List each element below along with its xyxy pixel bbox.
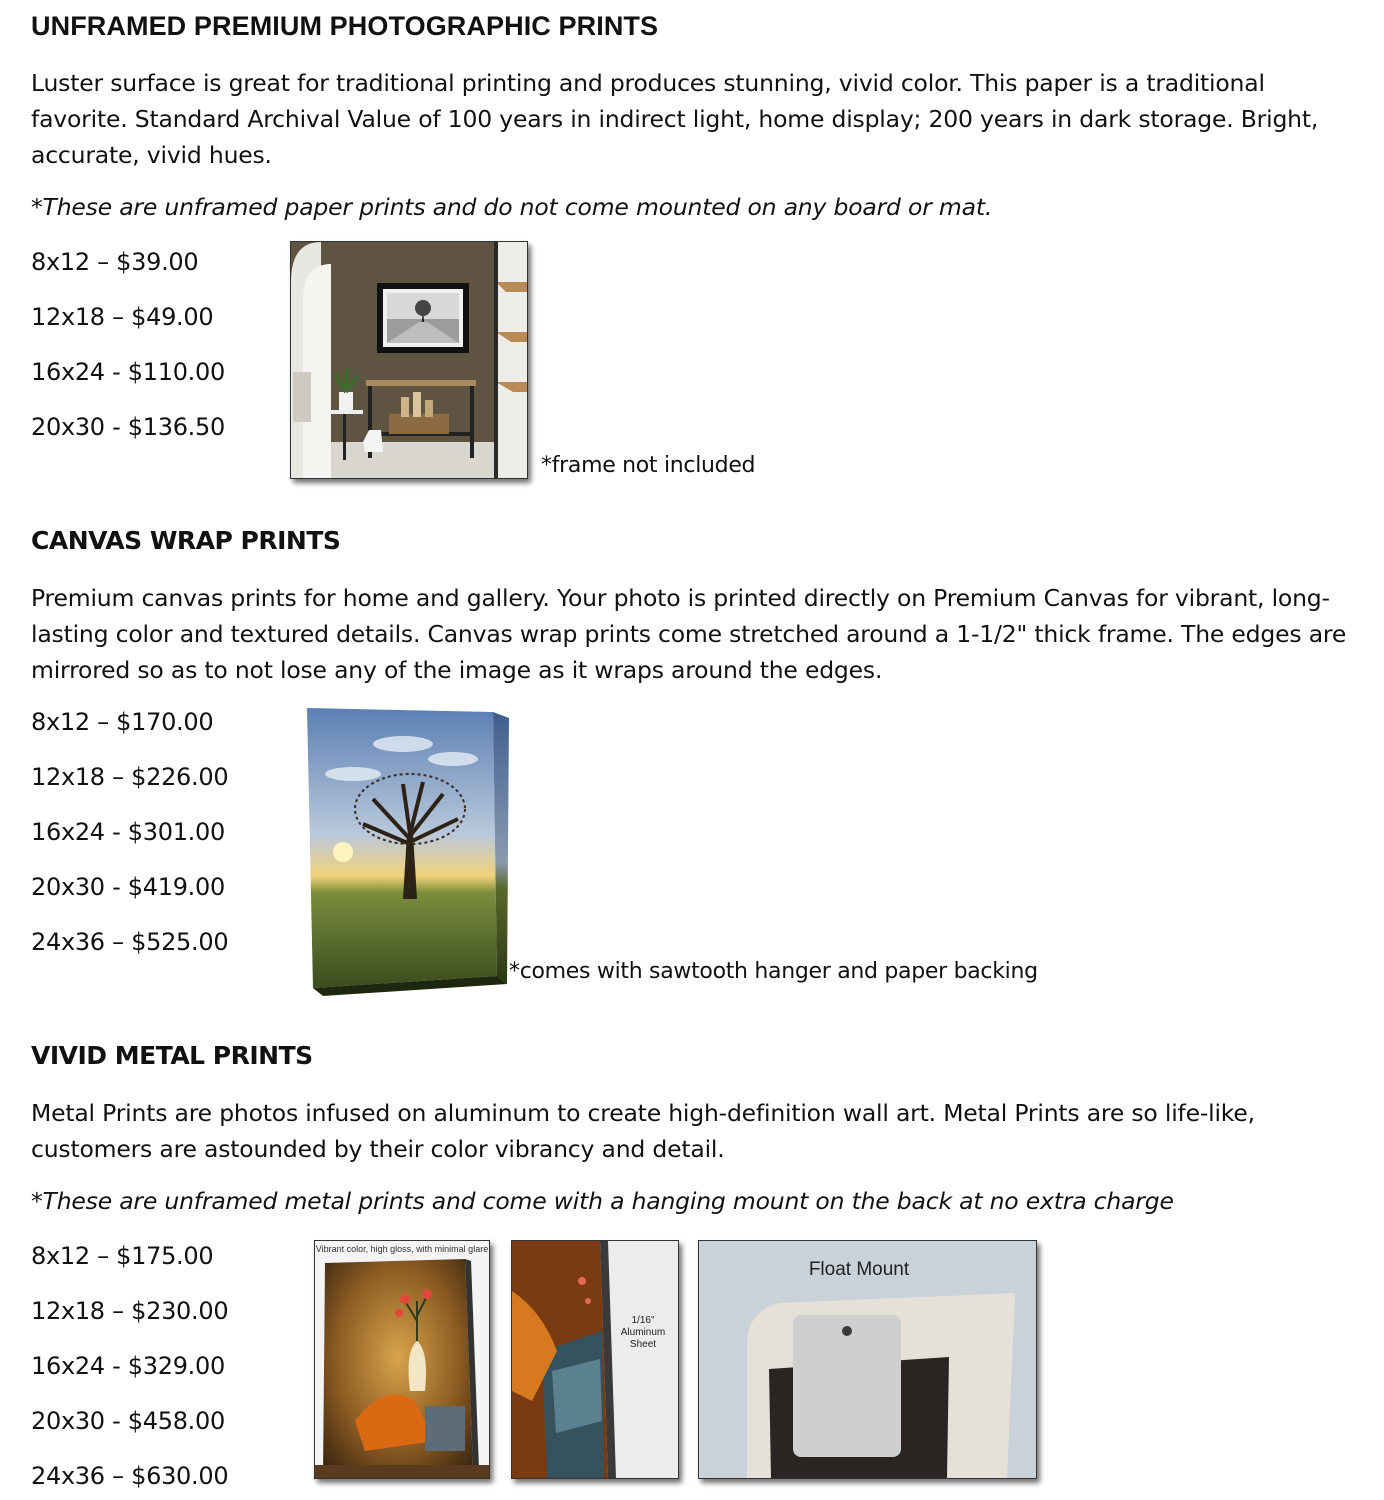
price-item: 16x24 - $329.00: [31, 1352, 225, 1380]
section-description-unframed: Luster surface is great for traditional printing and produces stunning, vivid color. This paper is a traditional favorite. Standard Archival Value of 100 years in indirect light, home display; 200 years in dark storage. Bright, accurate, vivid hues.: [31, 69, 1319, 169]
section-note-unframed: *These are unframed paper prints and do not come mounted on any board or mat.: [31, 193, 993, 221]
section-title-metal: VIVID METAL PRINTS: [31, 1041, 313, 1070]
price-item: 24x36 – $630.00: [31, 1462, 229, 1490]
price-item: 20x30 - $136.50: [31, 413, 225, 441]
section-note-metal: *These are unframed metal prints and come with a hanging mount on the back at no extra charge: [31, 1187, 1174, 1215]
unframed-print-room-photo: [290, 241, 528, 479]
caption-frame-not-included: *frame not included: [541, 453, 756, 478]
price-item: 8x12 – $175.00: [31, 1242, 214, 1270]
price-item: 20x30 - $419.00: [31, 873, 225, 901]
section-description-metal: Metal Prints are photos infused on aluminum to create high-definition wall art. Metal Prints are so life-like, customers are astounded by their color vibrancy and detail.: [31, 1099, 1255, 1163]
canvas-wrap-photo: [303, 704, 513, 996]
caption-sawtooth-hanger: *comes with sawtooth hanger and paper backing: [509, 959, 1038, 984]
aluminum-sheet-label: 1/16" Aluminum Sheet: [620, 1315, 666, 1350]
price-item: 16x24 - $301.00: [31, 818, 225, 846]
section-description-canvas: Premium canvas prints for home and gallery. Your photo is printed directly on Premium Canvas for vibrant, long-lasting color and textured details. Canvas wrap prints come stretched around a 1-1/2" thick frame. The edges are mirrored so as to not lose any of the image as it wraps around the edges.: [31, 584, 1347, 684]
float-mount-photo: [698, 1240, 1037, 1479]
price-item: 12x18 – $230.00: [31, 1297, 229, 1325]
section-title-canvas: CANVAS WRAP PRINTS: [31, 526, 341, 555]
price-item: 12x18 – $49.00: [31, 303, 214, 331]
price-item: 24x36 – $525.00: [31, 928, 229, 956]
aluminum-sheet-photo: [511, 1240, 679, 1479]
price-item: 16x24 - $110.00: [31, 358, 225, 386]
price-item: 20x30 - $458.00: [31, 1407, 225, 1435]
float-mount-label: Float Mount: [808, 1259, 910, 1280]
price-item: 8x12 – $170.00: [31, 708, 214, 736]
section-title-unframed: UNFRAMED PREMIUM PHOTOGRAPHIC PRINTS: [31, 11, 659, 41]
metal-print-gloss-photo: [314, 1240, 490, 1479]
gloss-label: Vibrant color, high gloss, with minimal glare: [315, 1244, 489, 1254]
price-item: 8x12 – $39.00: [31, 248, 199, 276]
price-item: 12x18 – $226.00: [31, 763, 229, 791]
